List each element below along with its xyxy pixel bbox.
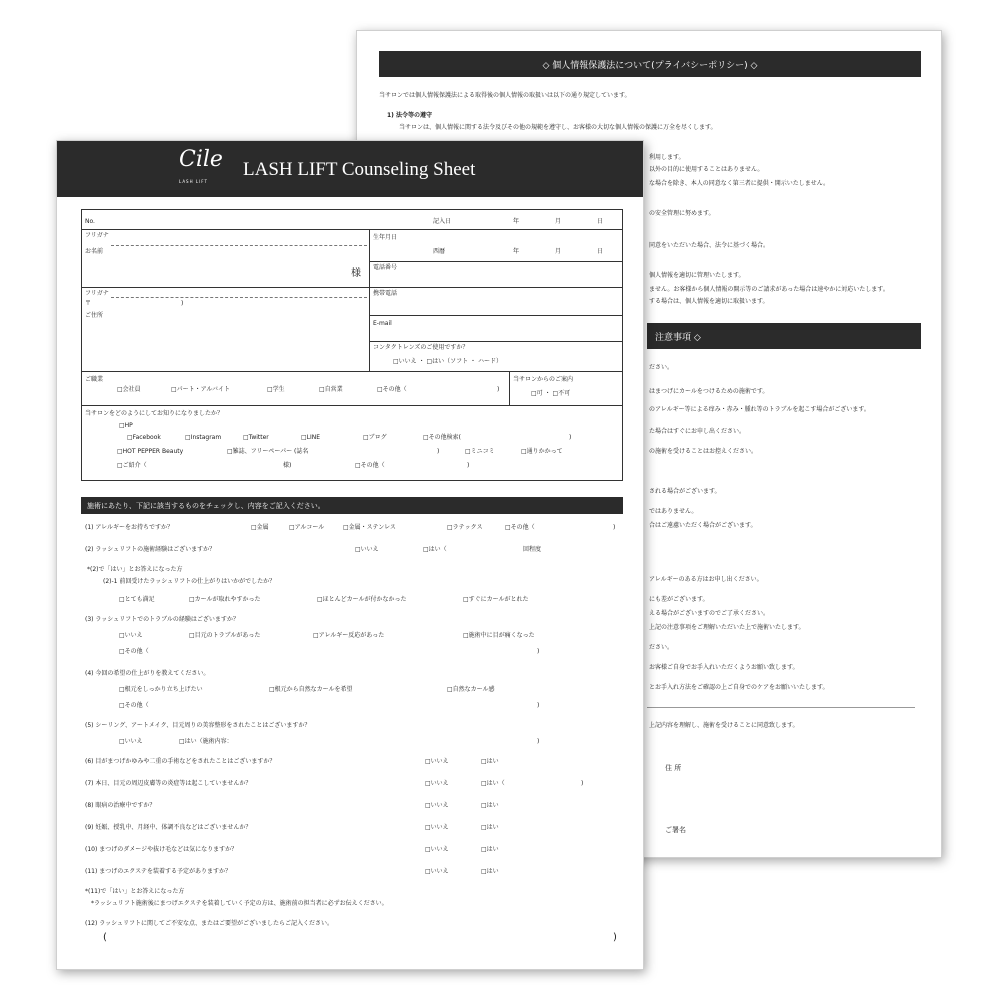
section1-body: 当サロンは、個人情報に関する法令及びその他の規範を遵守し、お客様の大切な個人情報の保護に万全を尽くします。 [399, 124, 717, 131]
source-option[interactable]: □Facebook [127, 434, 161, 441]
notice-line: はまつげにカールをつけるための施術です。 [649, 388, 769, 395]
privacy-policy-title-text: ◇ 個人情報保護法について(プライバシーポリシー) ◇ [542, 60, 758, 71]
q3-option[interactable]: □施術中に目が痛くなった [463, 632, 535, 639]
q11-note-detail: *ラッシュリフト施術後にまつげエクステを装着していく予定の方は、施術前の担当者に必ずお伝えください。 [91, 900, 388, 907]
contact-lens-options[interactable]: □いいえ ・ □はい（ソフト ・ ハード） [393, 358, 502, 365]
q8-option[interactable]: □はい [481, 802, 499, 809]
notice-line: お客様ご自身でお手入れいただくようお願い致します。 [649, 664, 799, 671]
source-option[interactable]: □雑誌、フリーペーパー (誌名 [227, 448, 309, 455]
q1-option[interactable]: □ラテックス [447, 524, 483, 531]
source-option[interactable]: □ブログ [363, 434, 387, 441]
notice-line: ださい。 [649, 644, 674, 651]
policy-line: 以外の目的に使用することはありません。 [649, 166, 764, 173]
q11-option[interactable]: □いいえ [425, 868, 449, 875]
question-11: (11) まつげのエクステを装着する予定がありますか？ [85, 868, 232, 875]
question-2: (2) ラッシュリフトの施術経験はございますか？ [85, 546, 216, 553]
q10-option[interactable]: □はい [481, 846, 499, 853]
notice-line: える場合がございますのでご了承ください。 [649, 610, 770, 617]
q3-other-option[interactable]: □その他（ [119, 648, 149, 655]
source-option[interactable]: □ご紹介（ [117, 462, 147, 469]
q3-option[interactable]: □いいえ [119, 632, 143, 639]
q4-option[interactable]: □自然なカール感 [447, 686, 495, 693]
q5-option[interactable]: □いいえ [119, 738, 143, 745]
logo: Cile [179, 147, 223, 172]
job-option[interactable]: □自営業 [319, 386, 343, 393]
visit-question: 当サロンからのご案内 [513, 376, 574, 383]
question-1: (1) アレルギーをお持ちですか？ [85, 524, 173, 531]
counseling-sheet [56, 140, 644, 970]
policy-line: 個人情報を適切に管理いたします。 [649, 272, 745, 279]
source-option[interactable]: □HP [119, 422, 133, 429]
no-label: No. [85, 218, 95, 225]
q8-option[interactable]: □いいえ [425, 802, 449, 809]
divider [509, 371, 510, 405]
logo-subtitle: LASH LIFT [179, 179, 208, 184]
contact-lens-question: コンタクトレンズのご使用ですか？ [373, 344, 469, 351]
q11-option[interactable]: □はい [481, 868, 499, 875]
notice-line: 合はご遠慮いただく場合がございます。 [649, 522, 757, 529]
notice-line: とお手入れ方法をご確認の上ご自身でのケアをお願いいたします。 [649, 684, 829, 691]
source-question: 当サロンをどのようにしてお知りになりましたか？ [85, 410, 224, 417]
policy-line: 同意をいただいた場合、法令に基づく場合。 [649, 242, 770, 249]
furigana-label: フリガナ [85, 290, 109, 297]
q5-option[interactable]: □はい（施術内容： [179, 738, 233, 745]
name-label: お名前 [85, 248, 104, 255]
customer-info-box [81, 209, 623, 481]
source-option[interactable]: □通りかかって [521, 448, 563, 455]
q2-option[interactable]: □いいえ [355, 546, 379, 553]
consent-text: 上記内容を理解し、施術を受けることに同意致します。 [649, 722, 799, 729]
job-option-close: ) [497, 386, 500, 393]
day-label: 日 [597, 248, 604, 255]
q4-other-option[interactable]: □その他（ [119, 702, 149, 709]
q2a-option[interactable]: □すぐにカールがとれた [463, 596, 529, 603]
question-7: (7) 本日、目元の周辺皮膚等の炎症等は起こしていませんか？ [85, 780, 252, 787]
postal-mark: 〒 [85, 300, 92, 307]
q2a-option[interactable]: □とても満足 [119, 596, 155, 603]
job-label: ご職業 [85, 376, 104, 383]
divider [111, 297, 367, 298]
entry-date-label: 記入日 [433, 218, 452, 225]
notice-title-text: 注意事項 ◇ [655, 332, 701, 343]
job-option[interactable]: □その他（ [377, 386, 407, 393]
source-option-close: ) [467, 462, 470, 469]
divider [369, 229, 370, 371]
q1-option[interactable]: □アルコール [289, 524, 325, 531]
q7-option-close: ) [581, 780, 584, 787]
source-option-close: ) [437, 448, 440, 455]
policy-line: 利用します。 [649, 154, 685, 161]
job-option[interactable]: □会社員 [117, 386, 141, 393]
q12-open-paren: ( [103, 932, 107, 943]
policy-line: ません。お客様から個人情報の開示等のご請求があった場合は速やかに対応いたします。 [649, 286, 889, 293]
q12-answer-field[interactable] [115, 931, 605, 947]
year-label: 年 [513, 248, 520, 255]
privacy-intro: 当サロンでは個人情報保護法による取得後の個人情報の取扱いは以下の通り規定しています。 [379, 92, 631, 99]
source-option[interactable]: □ミニコミ [465, 448, 495, 455]
q2a-option[interactable]: □ほとんどカールが付かなかった [317, 596, 407, 603]
divider [369, 261, 623, 262]
source-option-close: ) [569, 434, 572, 441]
question-9: (9) 妊娠、授乳中、月経中、体調不良などはございませんか？ [85, 824, 252, 831]
source-option[interactable]: □LINE [301, 434, 321, 441]
source-option[interactable]: □Instagram [185, 434, 222, 441]
notice-line: ださい。 [649, 364, 674, 371]
furigana-label: フリガナ [85, 232, 109, 239]
sheet-header [57, 141, 644, 197]
notice-line: のアレルギー等による痒み・赤み・腫れ等のトラブルを起こす場合がございます。 [649, 406, 870, 413]
source-option[interactable]: □その他検索( [423, 434, 462, 441]
policy-line: の安全管理に努めます。 [649, 210, 715, 217]
day-label: 日 [597, 218, 604, 225]
section1-title: 1) 法令等の遵守 [387, 112, 433, 119]
q6-option[interactable]: □いいえ [425, 758, 449, 765]
question-3: (3) ラッシュリフトでのトラブルの経験はございますか？ [85, 616, 239, 623]
sheet-title: LASH LIFT Counseling Sheet [243, 159, 476, 180]
q4-other-close: ) [537, 702, 540, 709]
source-option[interactable]: □その他（ [355, 462, 385, 469]
divider [369, 287, 623, 288]
phone-label: 電話番号 [373, 264, 398, 271]
questionnaire-header [81, 497, 623, 514]
address-label: 住 所 [665, 764, 682, 772]
q2-note: *(2)で「はい」とお答えになった方 [87, 566, 183, 573]
mobile-label: 携帯電話 [373, 290, 398, 297]
source-option-close: 様) [283, 462, 292, 469]
question-5: (5) シーリング、アートメイク、目元周りの美容整形をされたことはございますか？ [85, 722, 311, 729]
signature-label: ご署名 [665, 826, 686, 834]
q5-option-close: ) [537, 738, 540, 745]
source-option[interactable]: □Twitter [243, 434, 269, 441]
year-label: 年 [513, 218, 520, 225]
q2-count-label: 回程度 [523, 546, 542, 553]
q6-option[interactable]: □はい [481, 758, 499, 765]
question-8: (8) 眼病の治療中ですか？ [85, 802, 156, 809]
question-6: (6) 目がまつげかゆみや二重の手術などをされたことはございますか？ [85, 758, 276, 765]
job-option[interactable]: □パート・アルバイト [171, 386, 231, 393]
source-option[interactable]: □HOT PEPPER Beauty [117, 448, 184, 455]
question-2-1: (2)-1 前回受けたラッシュリフトの仕上がりはいかがでしたか？ [103, 578, 276, 585]
question-12: (12) ラッシュリフトに関してご不安な点、またはご要望がございましたらご記入ください。 [85, 920, 333, 927]
question-10: (10) まつげのダメージや抜け毛などは気になりますか？ [85, 846, 238, 853]
notice-line: 上記の注意事項をご理解いただいた上で施術いたします。 [649, 624, 805, 631]
divider [81, 405, 623, 406]
q3-option[interactable]: □目元のトラブルがあった [189, 632, 261, 639]
q7-option[interactable]: □はい（ [481, 780, 505, 787]
era-label: 西暦 [433, 248, 446, 255]
q4-option[interactable]: □根元から自然なカールを希望 [269, 686, 353, 693]
q7-option[interactable]: □いいえ [425, 780, 449, 787]
postal-close-paren: ) [181, 300, 184, 307]
sama-label: 様 [351, 268, 361, 279]
q3-option[interactable]: □アレルギー反応があった [313, 632, 385, 639]
policy-line: な場合を除き、本人の同意なく第三者に提供・開示いたしません。 [649, 180, 830, 187]
divider [647, 707, 915, 708]
divider [111, 245, 367, 246]
q2a-option[interactable]: □カールが取れやすかった [189, 596, 261, 603]
notice-title [647, 323, 921, 349]
divider [81, 287, 369, 288]
divider [369, 315, 623, 316]
email-label: E-mail [373, 320, 392, 327]
notice-line: た場合はすぐにお申し出ください。 [649, 428, 746, 435]
month-label: 月 [555, 248, 562, 255]
q9-option[interactable]: □はい [481, 824, 499, 831]
q9-option[interactable]: □いいえ [425, 824, 449, 831]
q2-option[interactable]: □はい（ [423, 546, 447, 553]
q1-option-close: ) [613, 524, 616, 531]
notice-line: ではありません。 [649, 508, 698, 515]
divider [81, 229, 623, 230]
q1-option[interactable]: □金属・ステンレス [343, 524, 396, 531]
visit-options[interactable]: □可 ・ □不可 [531, 390, 571, 397]
q4-option[interactable]: □根元をしっかり立ち上げたい [119, 686, 203, 693]
notice-line: の施術を受けることはお控えください。 [649, 448, 758, 455]
notice-line: にも差がございます。 [649, 596, 709, 603]
q3-other-close: ) [537, 648, 540, 655]
divider [369, 341, 623, 342]
q11-note: *(11)で「はい」とお答えになった方 [85, 888, 185, 895]
q1-option[interactable]: □その他（ [505, 524, 535, 531]
question-4: (4) 今回の希望の仕上がりを教えてください。 [85, 670, 210, 677]
policy-line: する場合は、個人情報を適切に取扱います。 [649, 298, 769, 305]
address-label: ご住所 [85, 312, 104, 319]
q10-option[interactable]: □いいえ [425, 846, 449, 853]
month-label: 月 [555, 218, 562, 225]
birthday-label: 生年月日 [373, 234, 398, 241]
q12-close-paren: ) [613, 932, 617, 943]
questionnaire-header-text: 施術にあたり、下記に該当するものをチェックし、内容をご記入ください。 [87, 501, 325, 510]
divider [81, 371, 623, 372]
q1-option[interactable]: □金属 [251, 524, 269, 531]
notice-line: アレルギーのある方はお申し出ください。 [649, 576, 763, 583]
privacy-policy-title [379, 51, 921, 77]
job-option[interactable]: □学生 [267, 386, 285, 393]
notice-line: される場合がございます。 [649, 488, 721, 495]
